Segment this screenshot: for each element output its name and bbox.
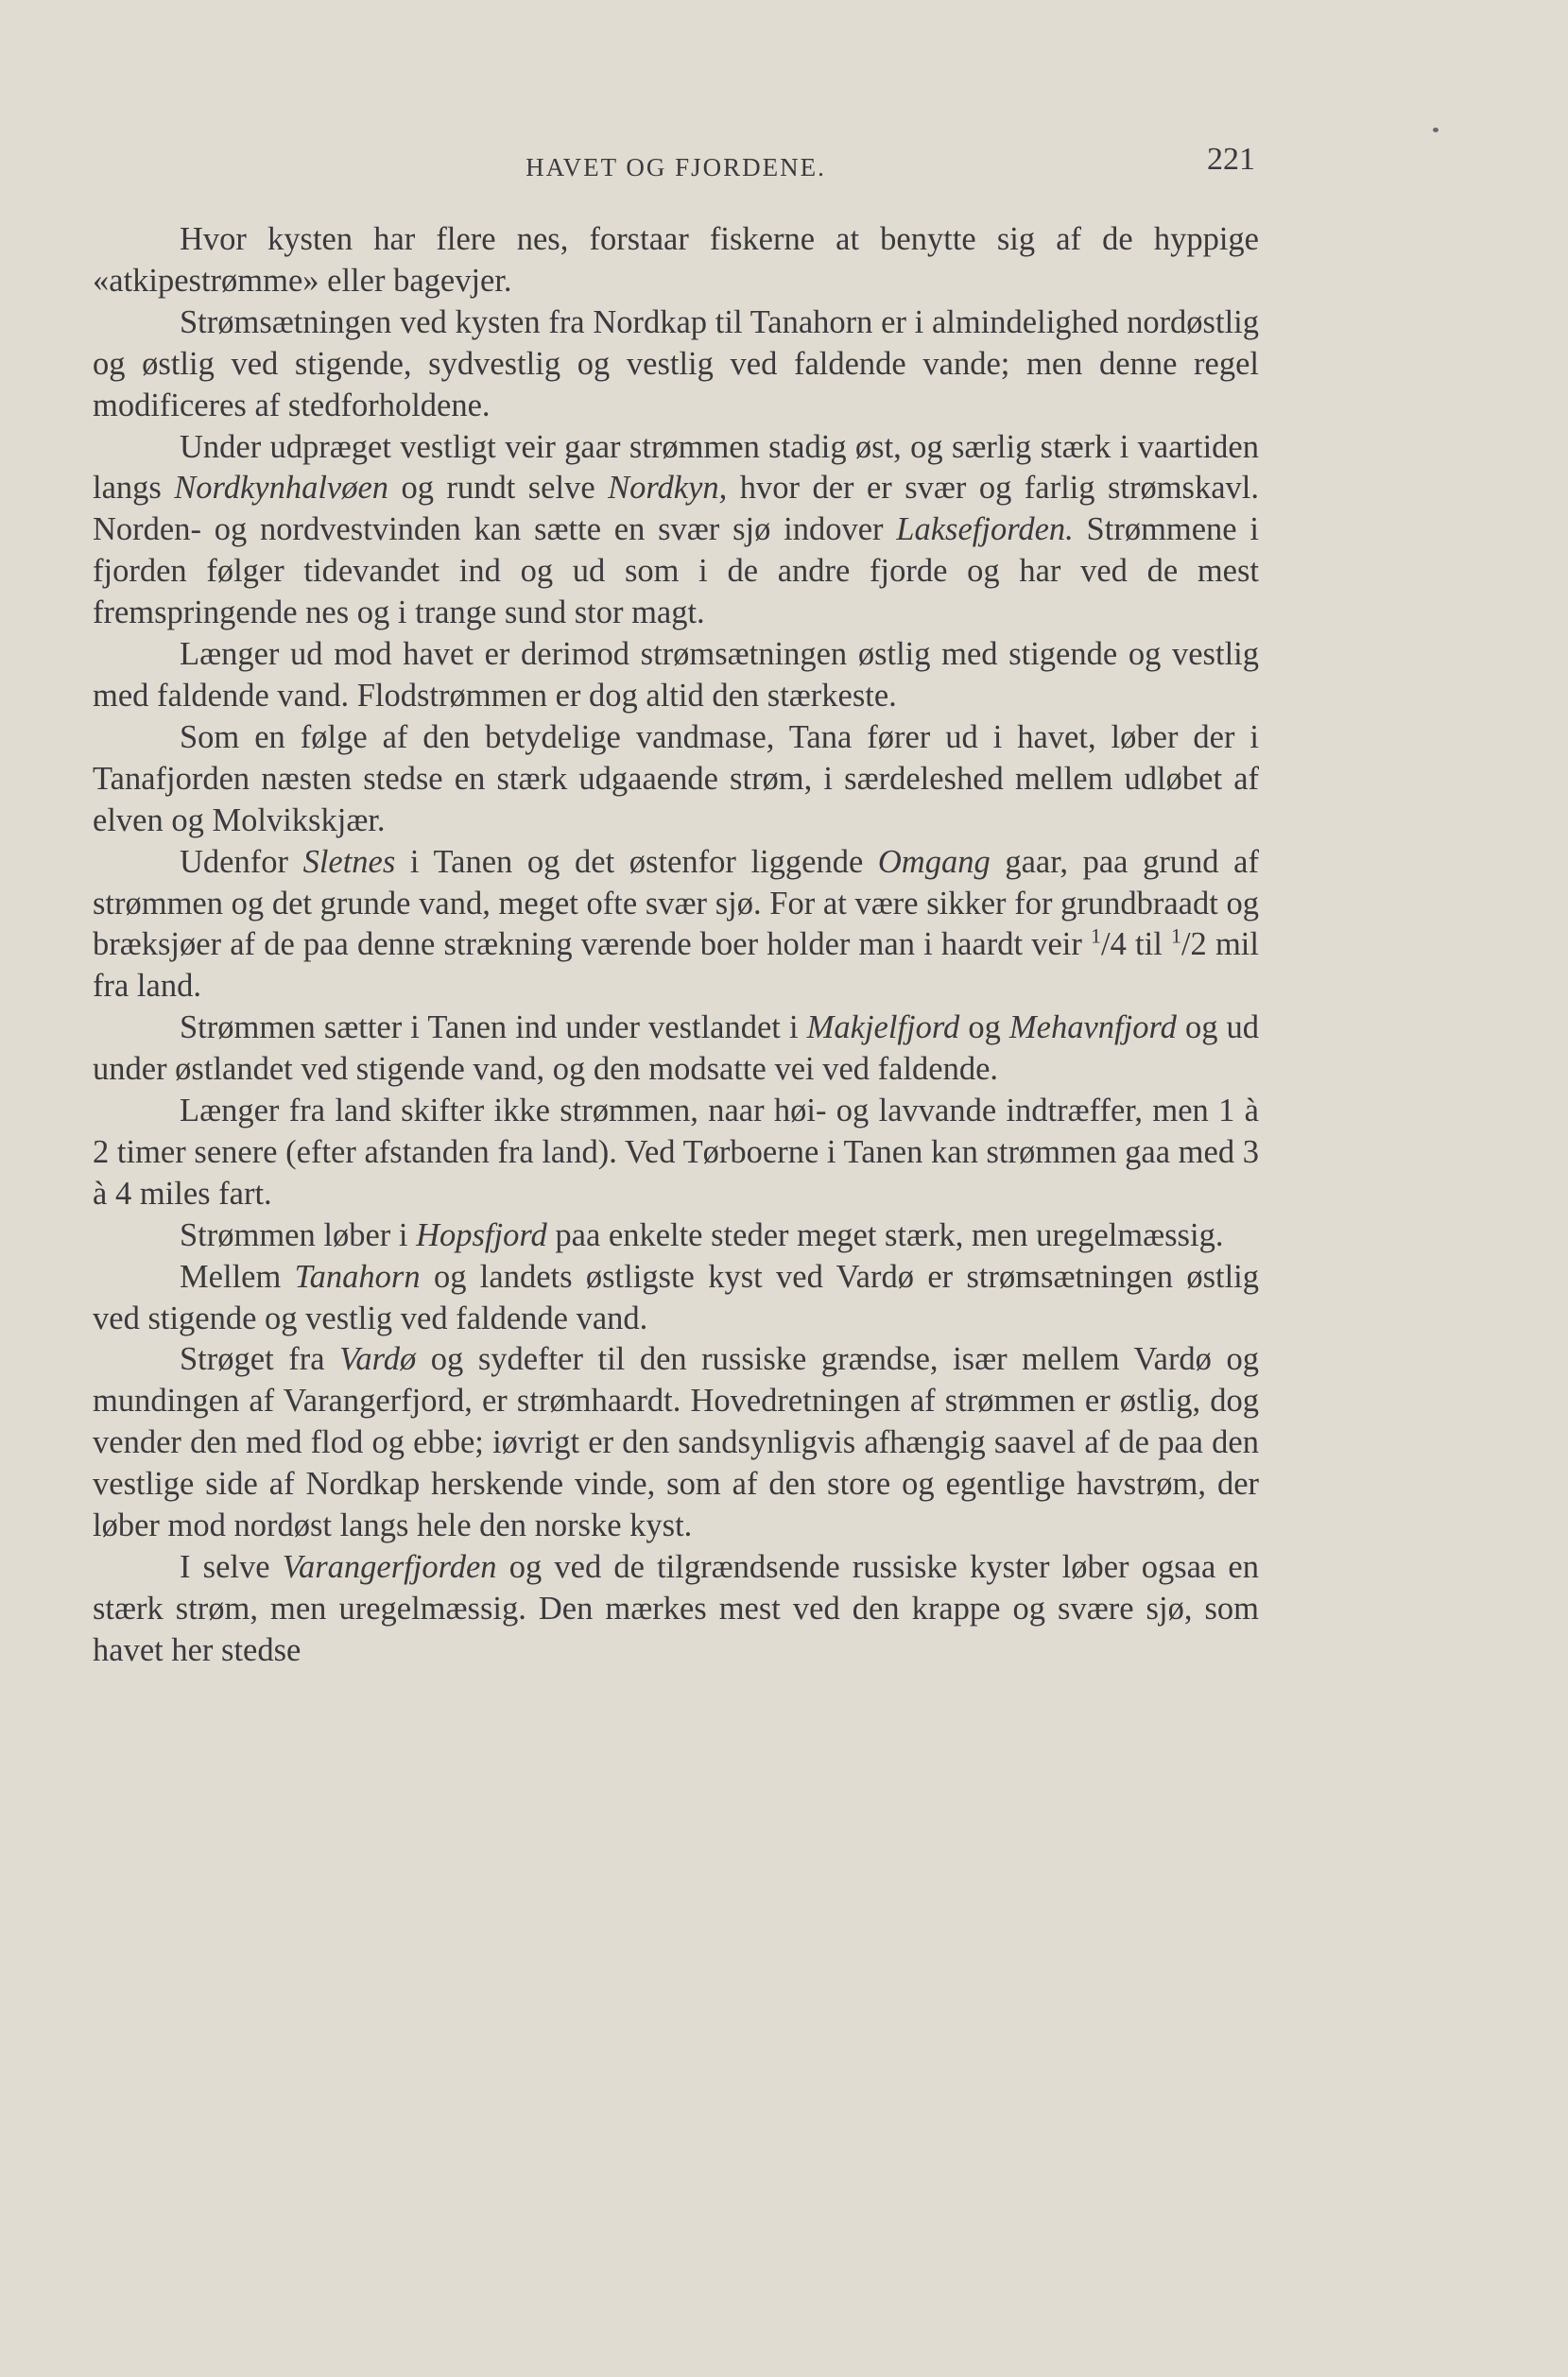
- paragraph-7: [93, 1008, 1259, 1091]
- paragraph-9: [93, 1215, 1259, 1257]
- text-run: Hvor kysten har flere nes, forstaar fiskerne at benytte sig af de hyppige «atkipestrømme» eller bagevjer.: [93, 221, 1259, 299]
- text-run: til: [1126, 926, 1171, 963]
- text-run: Under udpræget vestligt veir gaar strømmen stadig øst, og særlig stærk i vaartiden langs: [93, 428, 1259, 507]
- fraction-numerator: 1: [1091, 923, 1102, 948]
- place-name: Vardø: [339, 1341, 417, 1378]
- text-run: Strømsætningen ved kysten fra Nordkap til Tanahorn er i almindelighed nordøstlig og østlig ved stigende, sydvestlig og vestlig ved faldende vande; men denne regel modificeres af stedforholdene.: [93, 303, 1259, 423]
- fraction-quarter: [1091, 923, 1127, 963]
- place-name: Omgang: [877, 843, 991, 880]
- body-text: [93, 219, 1259, 1672]
- place-name: Varangerfjorden: [282, 1549, 497, 1585]
- running-title: HAVET OG FJORDENE.: [526, 153, 826, 181]
- paragraph-3: [93, 427, 1259, 635]
- page-header: [95, 142, 1257, 189]
- text-run: mil fra land.: [93, 926, 1259, 1005]
- page-number: 221: [1207, 142, 1255, 177]
- paragraph-2: [93, 302, 1259, 427]
- paragraph-11: [93, 1339, 1259, 1547]
- text-run: og sydefter til den russiske grændse, især mellem Vardø og mundingen af Varangerfjord, er strømhaardt. Hovedretningen af strømmen er østlig, dog vender den med flod og ebbe; iøvrigt er den sandsynligvis afhængig saavel af de paa den vestlige side af Nordkap herskende vinde, som af den store og egentlige havstrøm, der løber mod nordøst langs hele den norske kyst.: [93, 1341, 1259, 1544]
- fraction-half: [1170, 923, 1207, 963]
- place-name: Hopsfjord: [416, 1216, 547, 1253]
- text-run: Som en følge af den betydelige vandmase, Tana fører ud i havet, løber der i Tanafjorden næsten stedse en stærk udgaaende strøm, i særdeleshed mellem udløbet af elven og Molvikskjær.: [93, 718, 1259, 838]
- place-name: Mehavnfjord: [1008, 1009, 1177, 1046]
- place-name: Nordkyn,: [608, 470, 728, 507]
- text-run: hvor der er svær og farlig strømskavl. Norden- og nordvestvinden kan sætte en svær sjø indover: [93, 470, 1260, 548]
- text-run: paa enkelte steder meget stærk, men uregelmæssig.: [546, 1216, 1224, 1253]
- text-run: Længer fra land skifter ikke strømmen, naar høi- og lavvande indtræffer, men 1 à 2 timer senere (efter afstanden fra land). Ved Tørboerne i Tanen kan strømmen gaa med 3 à 4 miles fart.: [93, 1093, 1259, 1212]
- fraction-denominator: /2: [1180, 926, 1207, 963]
- paragraph-6: [93, 842, 1259, 1008]
- text-run: I selve: [180, 1549, 283, 1585]
- text-run: gaar, paa grund af strømmen og det grunde vand, meget ofte svær sjø. For at være sikker for grundbraadt og bræksjøer af de paa denne strækning værende boer holder man i haardt veir: [93, 843, 1259, 963]
- text-run: Strømmene i fjorden følger tidevandet ind og ud som i de andre fjorde og har ved de mest fremspringende nes og i trange sund stor magt.: [93, 511, 1259, 631]
- text-run: Mellem: [180, 1258, 295, 1295]
- text-run: Strømmen sætter i Tanen ind under vestlandet i: [180, 1009, 807, 1046]
- paragraph-12: [93, 1547, 1259, 1672]
- text-run: og: [959, 1009, 1009, 1046]
- text-run: Strøget fra: [180, 1341, 340, 1378]
- place-name: Nordkynhalvøen: [174, 470, 389, 507]
- place-name: Sletnes: [302, 843, 396, 880]
- paragraph-10: [93, 1257, 1259, 1340]
- paragraph-8: [93, 1091, 1259, 1215]
- place-name: Laksefjorden.: [896, 511, 1074, 548]
- paragraph-5: [93, 717, 1259, 842]
- ink-speck: [1433, 128, 1439, 132]
- fraction-denominator: /4: [1101, 926, 1127, 963]
- fraction-numerator: 1: [1170, 923, 1181, 948]
- text-run: i Tanen og det østenfor liggende: [395, 843, 878, 880]
- place-name: Tanahorn: [294, 1258, 421, 1295]
- text-run: og landets østligste kyst ved Vardø er strømsætningen østlig ved stigende og vestlig ved faldende vand.: [93, 1258, 1259, 1336]
- text-run: og ud under østlandet ved stigende vand, og den modsatte vei ved faldende.: [93, 1009, 1260, 1088]
- text-run: og ved de tilgrændsende russiske kyster løber ogsaa en stærk strøm, men uregelmæssig. Den mærkes mest ved den krappe og svære sjø, som havet her stedse: [93, 1549, 1259, 1668]
- text-run: Længer ud mod havet er derimod strømsætningen østlig med stigende og vestlig med faldende vand. Flodstrømmen er dog altid den stærkeste.: [93, 636, 1259, 714]
- paragraph-1: [93, 219, 1259, 302]
- paragraph-4: [93, 634, 1259, 717]
- text-run: og rundt selve: [388, 470, 609, 507]
- text-run: Strømmen løber i: [180, 1216, 417, 1253]
- text-run: Udenfor: [180, 843, 303, 880]
- place-name: Makjelfjord: [806, 1009, 960, 1046]
